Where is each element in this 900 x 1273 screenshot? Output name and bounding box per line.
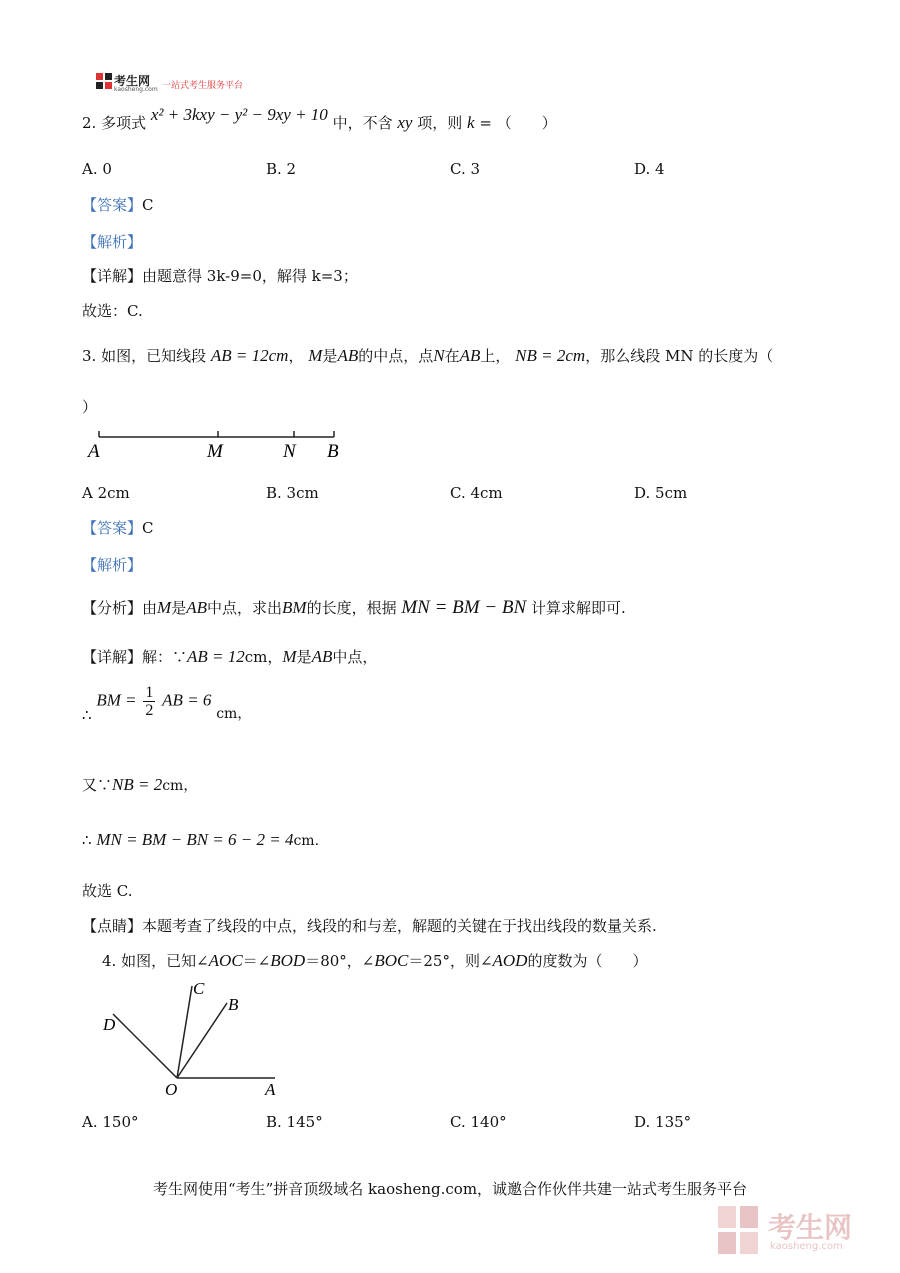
label-b: B xyxy=(327,441,339,462)
q3-stem-c: 的中点，点 xyxy=(358,347,434,365)
watermark-logo-icon xyxy=(716,1204,762,1256)
q3-nb: NB = 2 xyxy=(112,775,163,794)
q2-xy: xy xyxy=(397,113,413,132)
ray-ob xyxy=(177,1003,227,1078)
watermark-name: 考生网 xyxy=(768,1211,853,1244)
q4-stem-b: ＝∠ xyxy=(242,952,271,970)
logo-domain: kaosheng.com xyxy=(114,86,158,93)
q3-stem-d: 在 xyxy=(444,347,460,365)
q3-option-b[interactable]: B. 3cm xyxy=(266,484,319,502)
q3-ab-eq: AB = 12cm xyxy=(210,346,289,365)
q4-option-a[interactable]: A. 150° xyxy=(82,1113,139,1131)
q3-mn-calc: MN = BM − BN = 6 − 2 = 4 xyxy=(96,830,294,849)
q3-stem-b: 是 xyxy=(322,347,338,365)
q3-answer-tag: 【答案】 xyxy=(82,519,143,537)
q3-dianjing xyxy=(82,915,657,936)
q2-analysis-tag: 【解析】 xyxy=(82,233,143,251)
q3-m: M xyxy=(308,346,323,365)
q3-option-c[interactable]: C. 4cm xyxy=(450,484,503,502)
label-o: O xyxy=(165,1080,178,1099)
q3-fenxi xyxy=(82,597,626,619)
q3-stem-close: ） xyxy=(82,398,98,416)
q3-fenxi-c: 中点，求出 xyxy=(207,599,283,617)
q3-detail-m: M xyxy=(282,647,297,666)
q3-comma: ， xyxy=(288,347,304,365)
q3-stem xyxy=(82,345,773,366)
q4-stem xyxy=(102,950,647,971)
q2-k: k xyxy=(467,113,475,132)
q3-nb-eq: NB = 2cm xyxy=(515,346,586,365)
q4-option-c[interactable]: C. 140° xyxy=(450,1113,507,1131)
q4-option-d[interactable]: D. 135° xyxy=(634,1113,692,1131)
q3-fenxi-ab: AB xyxy=(186,598,207,617)
q3-mn-line xyxy=(82,830,319,850)
q3-stem-a: 如图，已知线段 xyxy=(101,347,207,365)
q3-dianjing-text: 本题考查了线段的中点，线段的和与差，解题的关键在于找出线段的数量关系. xyxy=(142,917,657,935)
q2-option-c[interactable]: C. 3 xyxy=(450,160,481,178)
q3-bm-lhs: BM = xyxy=(96,690,137,710)
q3-fenxi-formula: MN = BM − BN xyxy=(401,597,527,618)
q3-detail-ab: AB = 12 xyxy=(187,647,245,666)
label-m: M xyxy=(207,441,223,462)
q3-bm-unit: cm， xyxy=(216,705,252,722)
label-n: N xyxy=(283,441,296,462)
q3-segment-figure xyxy=(82,425,352,465)
q2-stem xyxy=(82,105,557,133)
q4-option-b[interactable]: B. 145° xyxy=(266,1113,323,1131)
q3-frac-den: 2 xyxy=(145,702,154,719)
ray-od xyxy=(113,1014,177,1078)
label-a: A xyxy=(88,441,100,462)
q3-answer xyxy=(82,517,154,538)
q4-stem-c: ＝80°，∠ xyxy=(305,952,375,970)
q3-detail xyxy=(82,646,377,667)
q3-mn-unit: cm. xyxy=(293,833,320,849)
q2-answer-tag: 【答案】 xyxy=(82,196,143,214)
q2-answer-value: C xyxy=(142,196,154,214)
q3-fenxi-tag: 【分析】 xyxy=(82,599,143,617)
q3-detail-c: 中点， xyxy=(332,648,378,666)
q3-fraction xyxy=(143,684,155,719)
q2-polynomial: x² + 3kxy − y² − 9xy + 10 xyxy=(150,105,328,124)
q3-analysis-tag: 【解析】 xyxy=(82,556,143,574)
q3-n: N xyxy=(433,346,445,365)
q2-stem-mid: 中，不含 xyxy=(332,114,393,132)
q3-ab: AB xyxy=(337,346,359,365)
q4-number: 4. xyxy=(102,952,117,970)
q3-detail-a: 解：∵ xyxy=(142,648,188,666)
q4-aod: AOD xyxy=(492,951,528,970)
label-c: C xyxy=(193,979,205,998)
q3-stem-e: 上， xyxy=(480,347,511,365)
logo-name: 考生网 xyxy=(114,74,151,88)
q3-bm-line xyxy=(82,684,252,724)
ray-oc xyxy=(177,986,192,1078)
watermark-domain: kaosheng.com xyxy=(770,1241,843,1252)
q3-bm-rhs: AB = 6 xyxy=(162,690,212,710)
q3-fenxi-d: 的长度，根据 xyxy=(306,599,397,617)
q4-aoc: AOC xyxy=(208,951,243,970)
q2-detail-tag: 【详解】 xyxy=(82,267,143,285)
q3-also: 又∵ xyxy=(82,776,113,794)
q3-detail-unit: cm， xyxy=(244,648,283,666)
q2-option-d[interactable]: D. 4 xyxy=(634,160,665,178)
q2-answer xyxy=(82,194,154,215)
q3-fenxi-m: M xyxy=(157,598,172,617)
q4-bod: BOD xyxy=(270,951,306,970)
q4-stem-a: 如图，已知∠ xyxy=(121,952,209,970)
q3-detail-b: 是 xyxy=(296,648,312,666)
q3-fenxi-a: 由 xyxy=(142,599,158,617)
q3-stem-f: ，那么线段 MN 的长度为（ xyxy=(585,347,774,365)
label-a: A xyxy=(265,1080,276,1099)
label-d: D xyxy=(103,1015,116,1034)
q3-ab2: AB xyxy=(459,346,481,365)
q3-number: 3. xyxy=(82,347,97,365)
q2-stem-prefix: 多项式 xyxy=(101,114,147,132)
q4-stem-d: ＝25°，则∠ xyxy=(408,952,493,970)
q3-therefore-2: ∴ xyxy=(82,831,92,849)
q2-detail xyxy=(82,265,358,286)
q3-fenxi-b: 是 xyxy=(171,599,187,617)
q3-fenxi-e: 计算求解即可. xyxy=(531,599,626,617)
q3-nb-unit: cm， xyxy=(162,778,198,794)
label-b: B xyxy=(228,995,239,1014)
q2-number: 2. xyxy=(82,114,97,132)
q3-option-a[interactable]: A 2cm xyxy=(82,484,130,502)
q3-dianjing-tag: 【点睛】 xyxy=(82,917,143,935)
q3-answer-value: C xyxy=(142,519,154,537)
q3-detail-ab2: AB xyxy=(311,647,333,666)
q4-angle-figure xyxy=(95,978,295,1100)
q4-stem-e: 的度数为（ ） xyxy=(527,952,648,970)
q4-boc: BOC xyxy=(374,951,409,970)
q2-conclusion: 故选：C. xyxy=(82,302,143,320)
q2-stem-mid2: 项，则 xyxy=(417,114,463,132)
page-footer: 考生网使用“考生”拼音顶级域名 kaosheng.com，诚邀合作伙伴共建一站式考生服务平台 xyxy=(152,1180,748,1198)
q3-nb-line xyxy=(82,774,197,795)
logo-slogan: 一站式考生服务平台 xyxy=(162,81,244,91)
q3-fenxi-bm: BM xyxy=(282,598,307,617)
q3-option-d[interactable]: D. 5cm xyxy=(634,484,688,502)
q2-eq: = xyxy=(479,114,492,132)
q3-therefore-1: ∴ xyxy=(82,705,92,724)
q2-option-b[interactable]: B. 2 xyxy=(266,160,297,178)
q3-frac-num: 1 xyxy=(145,684,154,701)
q2-option-a[interactable]: A. 0 xyxy=(82,160,112,178)
q2-detail-text: 由题意得 3k-9=0，解得 k=3； xyxy=(142,267,358,285)
q3-detail-tag: 【详解】 xyxy=(82,648,143,666)
q3-conclusion: 故选 C. xyxy=(82,882,133,900)
q2-paren: （ ） xyxy=(496,114,557,132)
